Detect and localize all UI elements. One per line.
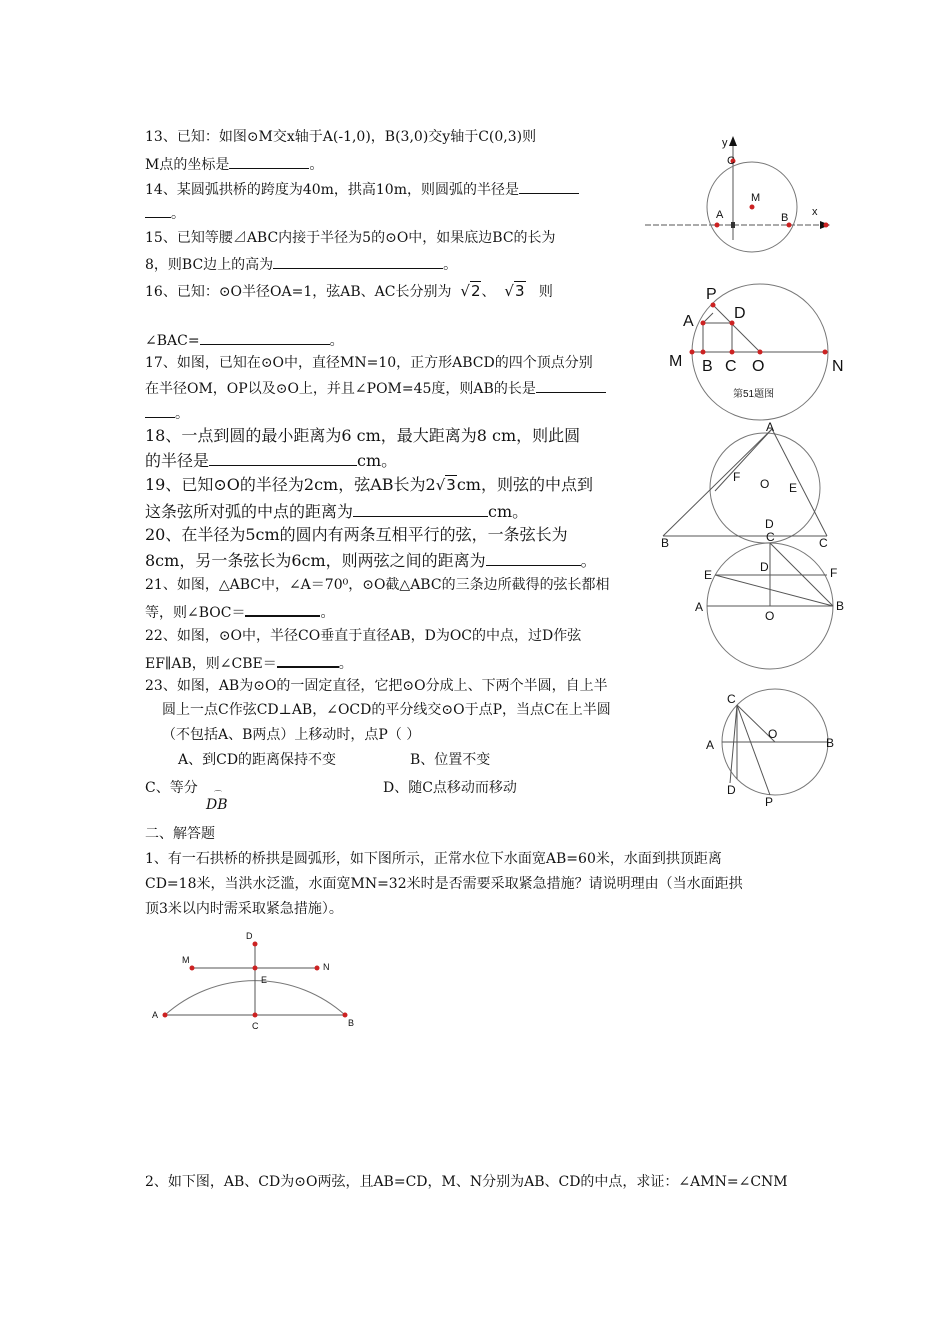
p1-line3: 顶3米以内时需采取紧急措施）。 bbox=[145, 901, 343, 917]
label-f: F bbox=[830, 566, 838, 580]
figure-bridge bbox=[145, 925, 370, 1035]
label-a: A bbox=[766, 420, 775, 434]
label-e: E bbox=[789, 481, 798, 495]
label-o: O bbox=[760, 477, 770, 491]
q17-line3: 。 bbox=[145, 403, 189, 423]
label-e: E bbox=[261, 975, 268, 985]
label-d: D bbox=[765, 517, 774, 531]
q22-line2: EF∥AB，则∠CBE＝ 。 bbox=[145, 652, 353, 673]
q19-line1: 19、已知⊙O的半径为2cm，弦AB长为2√3cm，则弦的中点到 bbox=[145, 475, 593, 494]
axis-end-point bbox=[824, 223, 829, 228]
q23-line3: （不包括A、B两点）上移动时，点P（ ） bbox=[162, 727, 421, 743]
label-m: M bbox=[669, 353, 683, 370]
point-a bbox=[715, 223, 720, 228]
answer-blank[interactable] bbox=[273, 254, 443, 269]
q21-line2: 等，则∠BOC＝ 。 bbox=[145, 601, 334, 622]
p1-line1: 1、有一石拱桥的桥拱是圆弧形，如下图所示，正常水位下水面宽AB=60米，水面到拱顶距离 bbox=[145, 851, 722, 867]
answer-blank[interactable] bbox=[145, 403, 175, 418]
q22-line1: 22、如图，⊙O中，半径CO垂直于直径AB，D为OC的中点，过D作弦 bbox=[145, 628, 582, 644]
label-d: D bbox=[760, 560, 769, 574]
label-b: B bbox=[826, 736, 835, 750]
q17-line1: 17、如图，已知在⊙O中，直径MN=10，正方形ABCD的四个顶点分别 bbox=[145, 355, 593, 371]
label-c: C bbox=[819, 536, 828, 550]
label-p: P bbox=[706, 286, 717, 303]
label-a: A bbox=[706, 738, 715, 752]
label-d: D bbox=[734, 305, 746, 322]
label-b: B bbox=[781, 212, 789, 224]
sqrt-2: √2 bbox=[460, 282, 481, 300]
answer-blank[interactable] bbox=[245, 601, 320, 617]
q16-line2: ∠BAC= 。 bbox=[145, 330, 344, 350]
label-a: A bbox=[716, 209, 724, 221]
q18-line1: 18、一点到圆的最小距离为6 cm，最大距离为8 cm，则此圆 bbox=[145, 426, 581, 445]
label-c: C bbox=[766, 530, 775, 544]
q18-line2: 的半径是 cm。 bbox=[145, 451, 398, 470]
label-e: E bbox=[704, 568, 713, 582]
answer-blank[interactable] bbox=[209, 451, 357, 466]
label-c: C bbox=[727, 692, 736, 706]
figure-q13 bbox=[640, 130, 840, 250]
q21-line1: 21、如图，△ABC中，∠A＝70⁰，⊙O截△ABC的三条边所截得的弦长都相 bbox=[145, 577, 610, 593]
label-c: C bbox=[725, 358, 737, 375]
label-m: M bbox=[751, 192, 761, 204]
label-p: P bbox=[765, 795, 774, 809]
p2-line1: 2、如下图，AB、CD为⊙O两弦，且AB=CD，M、N分别为AB、CD的中点，求证：∠AMN=∠CNM bbox=[145, 1174, 788, 1190]
label-o: O bbox=[752, 358, 765, 375]
answer-blank[interactable] bbox=[229, 154, 309, 169]
answer-blank[interactable] bbox=[277, 652, 339, 668]
figure-caption: 第51题图 bbox=[733, 389, 775, 400]
label-b: B bbox=[348, 1018, 355, 1028]
q14-line2: 。 bbox=[145, 203, 185, 223]
label-b: B bbox=[661, 536, 670, 550]
label-x: x bbox=[812, 206, 818, 218]
q23-option-c-arc: ⌒ DB bbox=[206, 790, 228, 813]
figure-q23 bbox=[700, 688, 850, 813]
q20-line1: 20、在半径为5cm的圆内有两条互相平行的弦，一条弦长为 bbox=[145, 525, 568, 544]
sqrt-3: √3 bbox=[435, 476, 456, 494]
q20-line2: 8cm，另一条弦长为6cm，则两弦之间的距离为 。 bbox=[145, 551, 597, 570]
answer-blank[interactable] bbox=[486, 551, 581, 566]
q23-option-b[interactable]: B、位置不变 bbox=[410, 752, 491, 768]
label-f: F bbox=[733, 470, 741, 484]
label-b: B bbox=[836, 599, 845, 613]
label-n: N bbox=[832, 358, 844, 375]
q15-line1: 15、已知等腰⊿ABC内接于半径为5的⊙O中，如果底边BC的长为 bbox=[145, 230, 556, 246]
q13-line2: M点的坐标是 。 bbox=[145, 154, 323, 174]
answer-blank[interactable] bbox=[200, 330, 330, 345]
answer-blank[interactable] bbox=[536, 378, 606, 393]
label-d: D bbox=[246, 931, 253, 941]
answer-blank[interactable] bbox=[145, 203, 171, 218]
section2-title: 二、解答题 bbox=[145, 826, 215, 842]
answer-blank[interactable] bbox=[353, 502, 488, 517]
sqrt-3: √3 bbox=[504, 282, 525, 300]
p1-line2: CD=18米，当洪水泛滥，水面宽MN=32米时是否需要采取紧急措施？请说明理由（当水面距拱 bbox=[145, 876, 743, 892]
q14-line1: 14、某圆弧拱桥的跨度为40m，拱高10m，则圆弧的半径是 bbox=[145, 179, 579, 199]
label-d: D bbox=[727, 783, 736, 797]
label-c: C bbox=[727, 155, 735, 167]
label-b: B bbox=[702, 358, 713, 375]
label-a: A bbox=[695, 600, 704, 614]
label-o: O bbox=[768, 727, 778, 741]
label-n: N bbox=[323, 962, 330, 972]
q23-option-a[interactable]: A、到CD的距离保持不变 bbox=[178, 752, 337, 768]
q17-line2: 在半径OM，OP以及⊙O上，并且∠POM=45度，则AB的长是 bbox=[145, 378, 606, 398]
q15-line2: 8，则BC边上的高为 。 bbox=[145, 254, 457, 274]
q23-option-c[interactable]: C、等分 bbox=[145, 780, 198, 796]
q16-line1: 16、已知：⊙O半径OA=1，弦AB、AC长分别为 √2、 √3 则 bbox=[145, 282, 553, 300]
figure-q22 bbox=[690, 528, 855, 673]
label-a: A bbox=[152, 1010, 159, 1020]
label-c: C bbox=[252, 1021, 259, 1031]
label-a: A bbox=[683, 313, 694, 330]
q19-line2: 这条弦所对弧的中点的距离为 cm。 bbox=[145, 502, 529, 521]
label-o: O bbox=[765, 609, 775, 623]
label-y: y bbox=[722, 137, 728, 149]
point-m bbox=[750, 205, 755, 210]
q13-line1: 13、已知：如图⊙M交x轴于A(-1,0)，B(3,0)交y轴于C(0,3)则 bbox=[145, 129, 537, 145]
label-m: M bbox=[182, 955, 190, 965]
q23-line2: 圆上一点C作弦CD⊥AB，∠OCD的平分线交⊙O于点P，当点C在上半圆 bbox=[162, 702, 611, 718]
answer-blank[interactable] bbox=[519, 179, 579, 194]
q23-option-d[interactable]: D、随C点移动而移动 bbox=[383, 780, 517, 796]
q23-line1: 23、如图，AB为⊙O的一固定直径，它把⊙O分成上、下两个半圆，自上半 bbox=[145, 678, 608, 694]
figure-q17 bbox=[665, 280, 855, 410]
